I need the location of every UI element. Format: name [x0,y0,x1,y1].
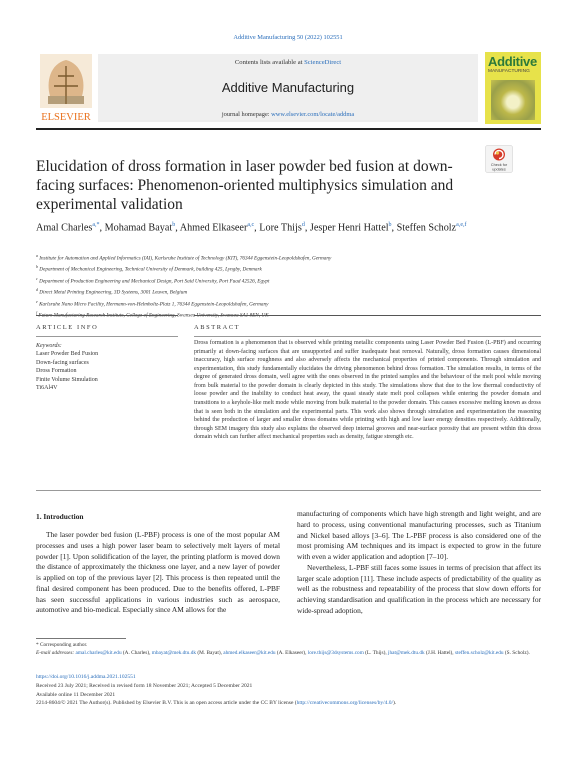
homepage-line: journal homepage: www.elsevier.com/locate/addma [221,111,355,118]
footnote-rule [36,638,126,639]
doi-link[interactable]: https://doi.org/10.1016/j.addma.2021.102551 [36,674,136,680]
affiliation: $^e$ Karlsruhe Nano Micro Facility, Hermann-von-Helmholtz-Platz 1, 76344 Eggenstein-Leopoldshafen, Germany [36,298,269,308]
affiliation: $^d$ Direct Metal Printing Engineering, 3D Systems, 3001 Leuven, Belgium [36,287,188,297]
keyword: Laser Powder Bed Fusion [36,351,99,358]
svg-text:updates: updates [492,167,506,172]
publication-info [36,673,541,708]
article-info-heading: ARTICLE INFO [36,324,99,331]
journal-homepage-link[interactable]: www.elsevier.com/locate/addma [271,111,355,118]
journal-name: Additive Manufacturing [221,80,355,95]
keyword: Down-facing surfaces [36,359,89,366]
keyword: Dross Formation [36,368,77,375]
author-affiliation-marker[interactable]: a,c [247,222,255,228]
keyword: Finite Volume Simulation [36,376,98,383]
email-link[interactable]: mbayat@mek.dtu.dk [151,650,197,657]
abstract-rule [194,315,541,316]
article-info-rule-lower [36,336,178,337]
author-affiliation-marker[interactable]: b [172,222,176,228]
keyword: Ti6Al4V [36,385,58,392]
available-online-date: Available online 11 December 2021 [36,691,116,698]
email-label: E-mail addresses: [36,650,76,657]
author-list: Amal Charles$^{a,*}$, Mohamad Bayat$^b$, Ahmed Elkaseer$^{a,c}$, Lore Thijs$^d$, Jesper Henri Hattel$^b$, Steffen Scholz$^{a,e,f}$ [36,222,467,234]
journal-cover-image [485,52,541,124]
affiliation: $^f$ Swansea [36,310,196,319]
elsevier-logo [36,52,96,124]
paragraph: The laser powder bed fusion (L-PBF) process is one of the most popular AM processes and uses a high power laser beam to selectively melt layers of metal powder [1]. Upon solidification of the layer, the printing platform is moved down the distance of approximately the thickness one layer, and a new layer of powder is applied on top of the previous layer [2]. This process is then repeated until the final desired component has been produced. Due to the benefits offered, L-PBF has seen successful applications in various industries such as aerospace, automotive and bio-medical. Especially since AM allows for the [36,530,280,615]
svg-text:ELSEVIER: ELSEVIER [41,112,91,123]
abstract-text: Dross formation is a phenomenon that is observed while printing metallic components using Laser Powder Bed Fusion (L-PBF) and occurring primarily at down-facing surfaces that are unsupported and suffer inadequate heat removal. Naturally, dross formation causes dimensional inaccuracy, high surface roughness and also adversely affects the mechanical properties of printed components. Through simulation and experimentation, this study fundamentally elucidates the driving phenomenon behind dross formation. The simulation results, in terms of the degree of generated dross domain, well agree with the ones observed in the printed samples and the behaviour of the melt pool while moving from bulk material to the powder domain is clearly depicted in this study. The simulations show that due to the low thermal conductivity of loose powder and the inability to conduct heat away, the quasi steady state melt pool collapses while entering the powder domain and transitions to a keyhole-like melt mode while moving from bulk material to the powder domain. This causes excessive melting known as dross that is seen both in the simulation and the experimental parts. This work also shows through simulation and experimentation the reasoning behind the production of larger and smaller dross domains while printing with high and low laser energy densities respectively. Additionally, through SEM imagery this study also explains the observed deep internal grooves and near-surface porosity that are present within this dross domain which can further affect mechanical properties such as density, fatigue strength etc. [194,340,541,441]
cover-title: Additive [488,54,537,69]
email-link[interactable]: steffen.scholz@kit.edu [454,650,504,657]
corresponding-author-note: * Corresponding author. [36,642,88,648]
author-affiliation-marker[interactable]: b [388,222,392,228]
email-link[interactable]: lore.thijs@3dsystems.com [307,650,364,657]
license-statement: 2214-8604/© 2021 The Author(s). Published by Elsevier B.V. This is an open access article under the CC BY license (http://creativecommons.org/licenses/by/4.0/). [36,700,397,707]
paragraph: manufacturing of components which have high strength and light weight, and are hard to process, using conventional manufacturing processes, such as Titanium and Nickel based alloys [3–6]. The L-PBF process is also considered one of the most promising AM techniques and its impact is expected to grow in the future with even a wider application and adoption [7–10]. [297,509,541,561]
affiliation: $^c$ Department of Production Engineering and Mechanical Design, Port Said University, Port Fuad 42526, Egypt [36,275,270,285]
abstract-heading: ABSTRACT [194,324,241,331]
article-info-rule [36,315,178,316]
author-name: Ahmed Elkaseer [179,222,248,234]
body-column-right [297,509,541,617]
affiliation: $^b$ Department of Mechanical Engineering, Technical University of Denmark, building 425, Lyngby, Denmark [36,264,262,274]
abstract-end-rule [36,490,541,491]
section-heading-introduction: 1. Introduction [36,512,84,521]
abstract-rule-lower [194,336,541,337]
email-link[interactable]: jhat@mek.dtu.dk [388,650,425,657]
author-name: Lore Thijs [259,222,302,234]
author-name: Mohamad Bayat [104,222,173,234]
paragraph: Nevertheless, L-PBF still faces some issues in terms of precision that affect its larger scale adoption [11]. These include aspects of predictability of the quality as well as the robustness and repeatability of the process that slow down efforts for achieving standardisation and qualification in the process which are necessary for wide-spread adoption, [297,562,541,615]
affiliation: $^a$ Institute for Automation and Applied Informatics (IAI), Karlsruhe Institute of Technology (KIT), 76344 Eggenstein-Leopoldshafen, Germany [36,253,332,262]
check-for-updates-badge[interactable] [485,145,513,173]
email-addresses: E-mail addresses: amal.charles@kit.edu (A. Charles), mbayat@mek.dtu.dk (M. Bayat), ahmed.elkaseer@kit.edu (A. Elkaseer), lore.thijs@3dsystems.com (L. Thijs), jhat@mek.dtu.dk (J.H. Hattel), steffen.scholz@kit.edu (S. Scholz). [36,650,530,657]
journal-reference-link[interactable]: Additive Manufacturing 50 (2022) 102551 [233,34,343,41]
author-affiliation-marker[interactable]: d [301,222,305,228]
paper-title: Elucidation of dross formation in laser powder bed fusion at down-facing surfaces: Phenomenon-oriented multiphysics simulation and experimental validation [36,158,454,213]
keywords-block [36,342,176,392]
affiliation-list [36,252,541,321]
body-column-left [36,530,280,616]
svg-text:Check for: Check for [490,163,508,167]
header-divider [36,128,541,130]
cover-subtitle: MANUFACTURING [488,69,530,74]
author-affiliation-marker[interactable]: a,e,f [456,222,467,228]
author-affiliation-marker[interactable]: a,* [92,222,100,228]
author-name: Jesper Henri Hattel [309,222,389,234]
footnotes [36,641,541,657]
contents-line: Contents lists available at ScienceDirect [234,59,342,66]
author-name: Amal Charles [36,222,93,234]
author-name: Steffen Scholz [396,222,457,234]
cover-artwork [491,80,535,120]
license-link[interactable]: http://creativecommons.org/licenses/by/4.0/ [296,700,394,707]
email-link[interactable]: ahmed.elkaseer@kit.edu [223,650,276,657]
sciencedirect-link[interactable]: ScienceDirect [304,59,342,66]
keywords-heading: Keywords: [36,343,62,349]
received-dates: Received 23 July 2021; Received in revised form 18 November 2021; Accepted 5 December 2021 [36,682,253,689]
email-link[interactable]: amal.charles@kit.edu [75,650,122,657]
